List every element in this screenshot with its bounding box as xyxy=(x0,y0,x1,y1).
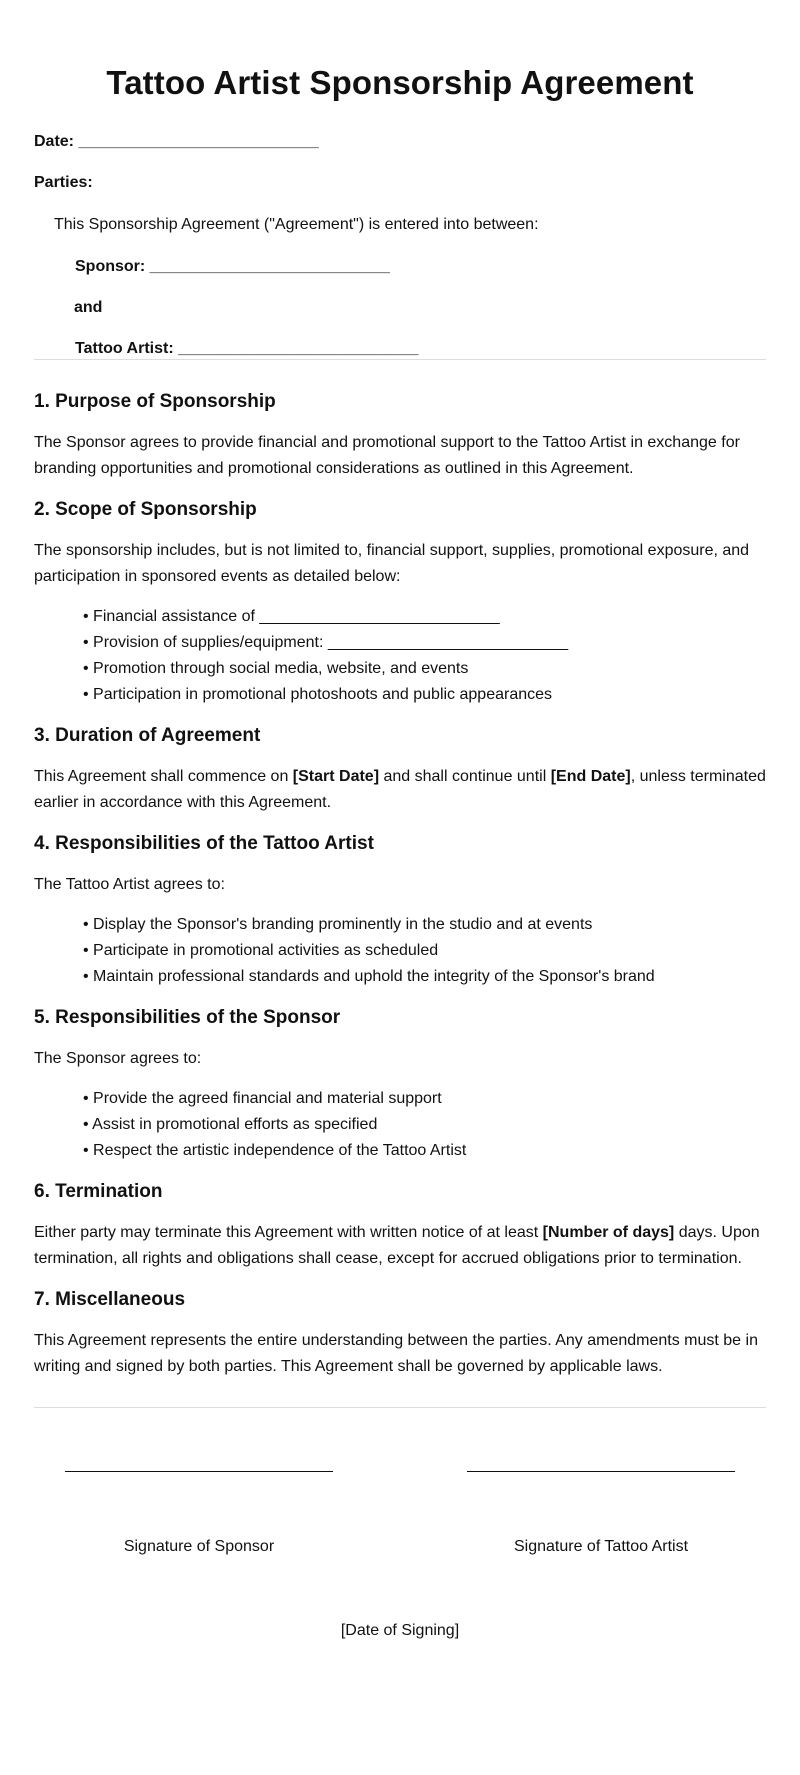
section-2-body: The sponsorship includes, but is not limited to, financial support, supplies, promotional exposure, and participation in sponsored events as detailed below: xyxy=(34,542,750,585)
list-item: • Display the Sponsor's branding prominently in the studio and at events xyxy=(83,916,593,933)
divider xyxy=(34,359,766,360)
section-6-text: days. Upon termination, all rights and obligations shall cease, except for accrued obligations prior to termination. xyxy=(34,1224,760,1267)
date-of-signing: [Date of Signing] xyxy=(340,1622,460,1639)
section-3-text: and shall continue until xyxy=(379,768,551,785)
sponsor-signature-line xyxy=(65,1471,333,1472)
signature-block xyxy=(34,1471,766,1557)
section-4-list xyxy=(34,912,766,990)
list-item: • Participate in promotional activities as scheduled xyxy=(83,942,439,959)
section-4-body: The Tattoo Artist agrees to: xyxy=(34,876,225,893)
section-6-title: 6. Termination xyxy=(34,1181,163,1202)
artist-signature-line xyxy=(467,1471,735,1472)
number-of-days-placeholder: [Number of days] xyxy=(542,1224,675,1241)
list-item: • Provision of supplies/equipment: ___________________________ xyxy=(83,634,569,651)
date-field: Date: ___________________________ xyxy=(34,133,319,150)
and-label: and xyxy=(74,299,103,316)
end-date-placeholder: [End Date] xyxy=(550,768,631,785)
section-3-title: 3. Duration of Agreement xyxy=(34,725,261,746)
section-3-text: This Agreement shall commence on xyxy=(34,768,293,785)
list-item: • Promotion through social media, website, and events xyxy=(83,660,469,677)
section-2-title: 2. Scope of Sponsorship xyxy=(34,499,257,520)
section-5-list xyxy=(34,1086,766,1164)
section-5-body: The Sponsor agrees to: xyxy=(34,1050,202,1067)
parties-label: Parties: xyxy=(34,174,93,191)
list-item: • Participation in promotional photoshoots and public appearances xyxy=(83,686,553,703)
section-2-list xyxy=(34,604,766,708)
sponsor-signature xyxy=(65,1471,333,1557)
section-7-title: 7. Miscellaneous xyxy=(34,1289,186,1310)
divider xyxy=(34,1407,766,1408)
section-3-text: , unless terminated earlier in accordance with this Agreement. xyxy=(34,768,766,811)
artist-signature-label: Signature of Tattoo Artist xyxy=(513,1538,689,1555)
section-3-body xyxy=(34,764,766,816)
sponsor-signature-label: Signature of Sponsor xyxy=(123,1538,275,1555)
section-5-title: 5. Responsibilities of the Sponsor xyxy=(34,1007,341,1028)
list-item: • Provide the agreed financial and material support xyxy=(83,1090,442,1107)
section-7-body: This Agreement represents the entire understanding between the parties. Any amendments must be in writing and signed by both parties. This Agreement shall be governed by applicable laws. xyxy=(34,1332,758,1375)
page-title: Tattoo Artist Sponsorship Agreement xyxy=(106,64,694,101)
list-item: • Assist in promotional efforts as specified xyxy=(83,1116,378,1133)
list-item: • Respect the artistic independence of the Tattoo Artist xyxy=(83,1142,467,1159)
section-6-text: Either party may terminate this Agreement with written notice of at least xyxy=(34,1224,543,1241)
parties-intro: This Sponsorship Agreement ("Agreement") is entered into between: xyxy=(54,216,539,233)
section-1-title: 1. Purpose of Sponsorship xyxy=(34,391,276,412)
artist-signature xyxy=(467,1471,735,1557)
sponsor-field: Sponsor: ___________________________ xyxy=(75,258,390,275)
start-date-placeholder: [Start Date] xyxy=(292,768,380,785)
section-1-body: The Sponsor agrees to provide financial and promotional support to the Tattoo Artist in exchange for branding opportunities and promotional considerations as outlined in this Agreement. xyxy=(34,434,740,477)
tattoo-artist-field: Tattoo Artist: ___________________________ xyxy=(75,340,419,357)
section-4-title: 4. Responsibilities of the Tattoo Artist xyxy=(34,833,374,854)
list-item: • Financial assistance of ___________________________ xyxy=(83,608,500,625)
section-6-body xyxy=(34,1220,766,1272)
list-item: • Maintain professional standards and uphold the integrity of the Sponsor's brand xyxy=(83,968,655,985)
